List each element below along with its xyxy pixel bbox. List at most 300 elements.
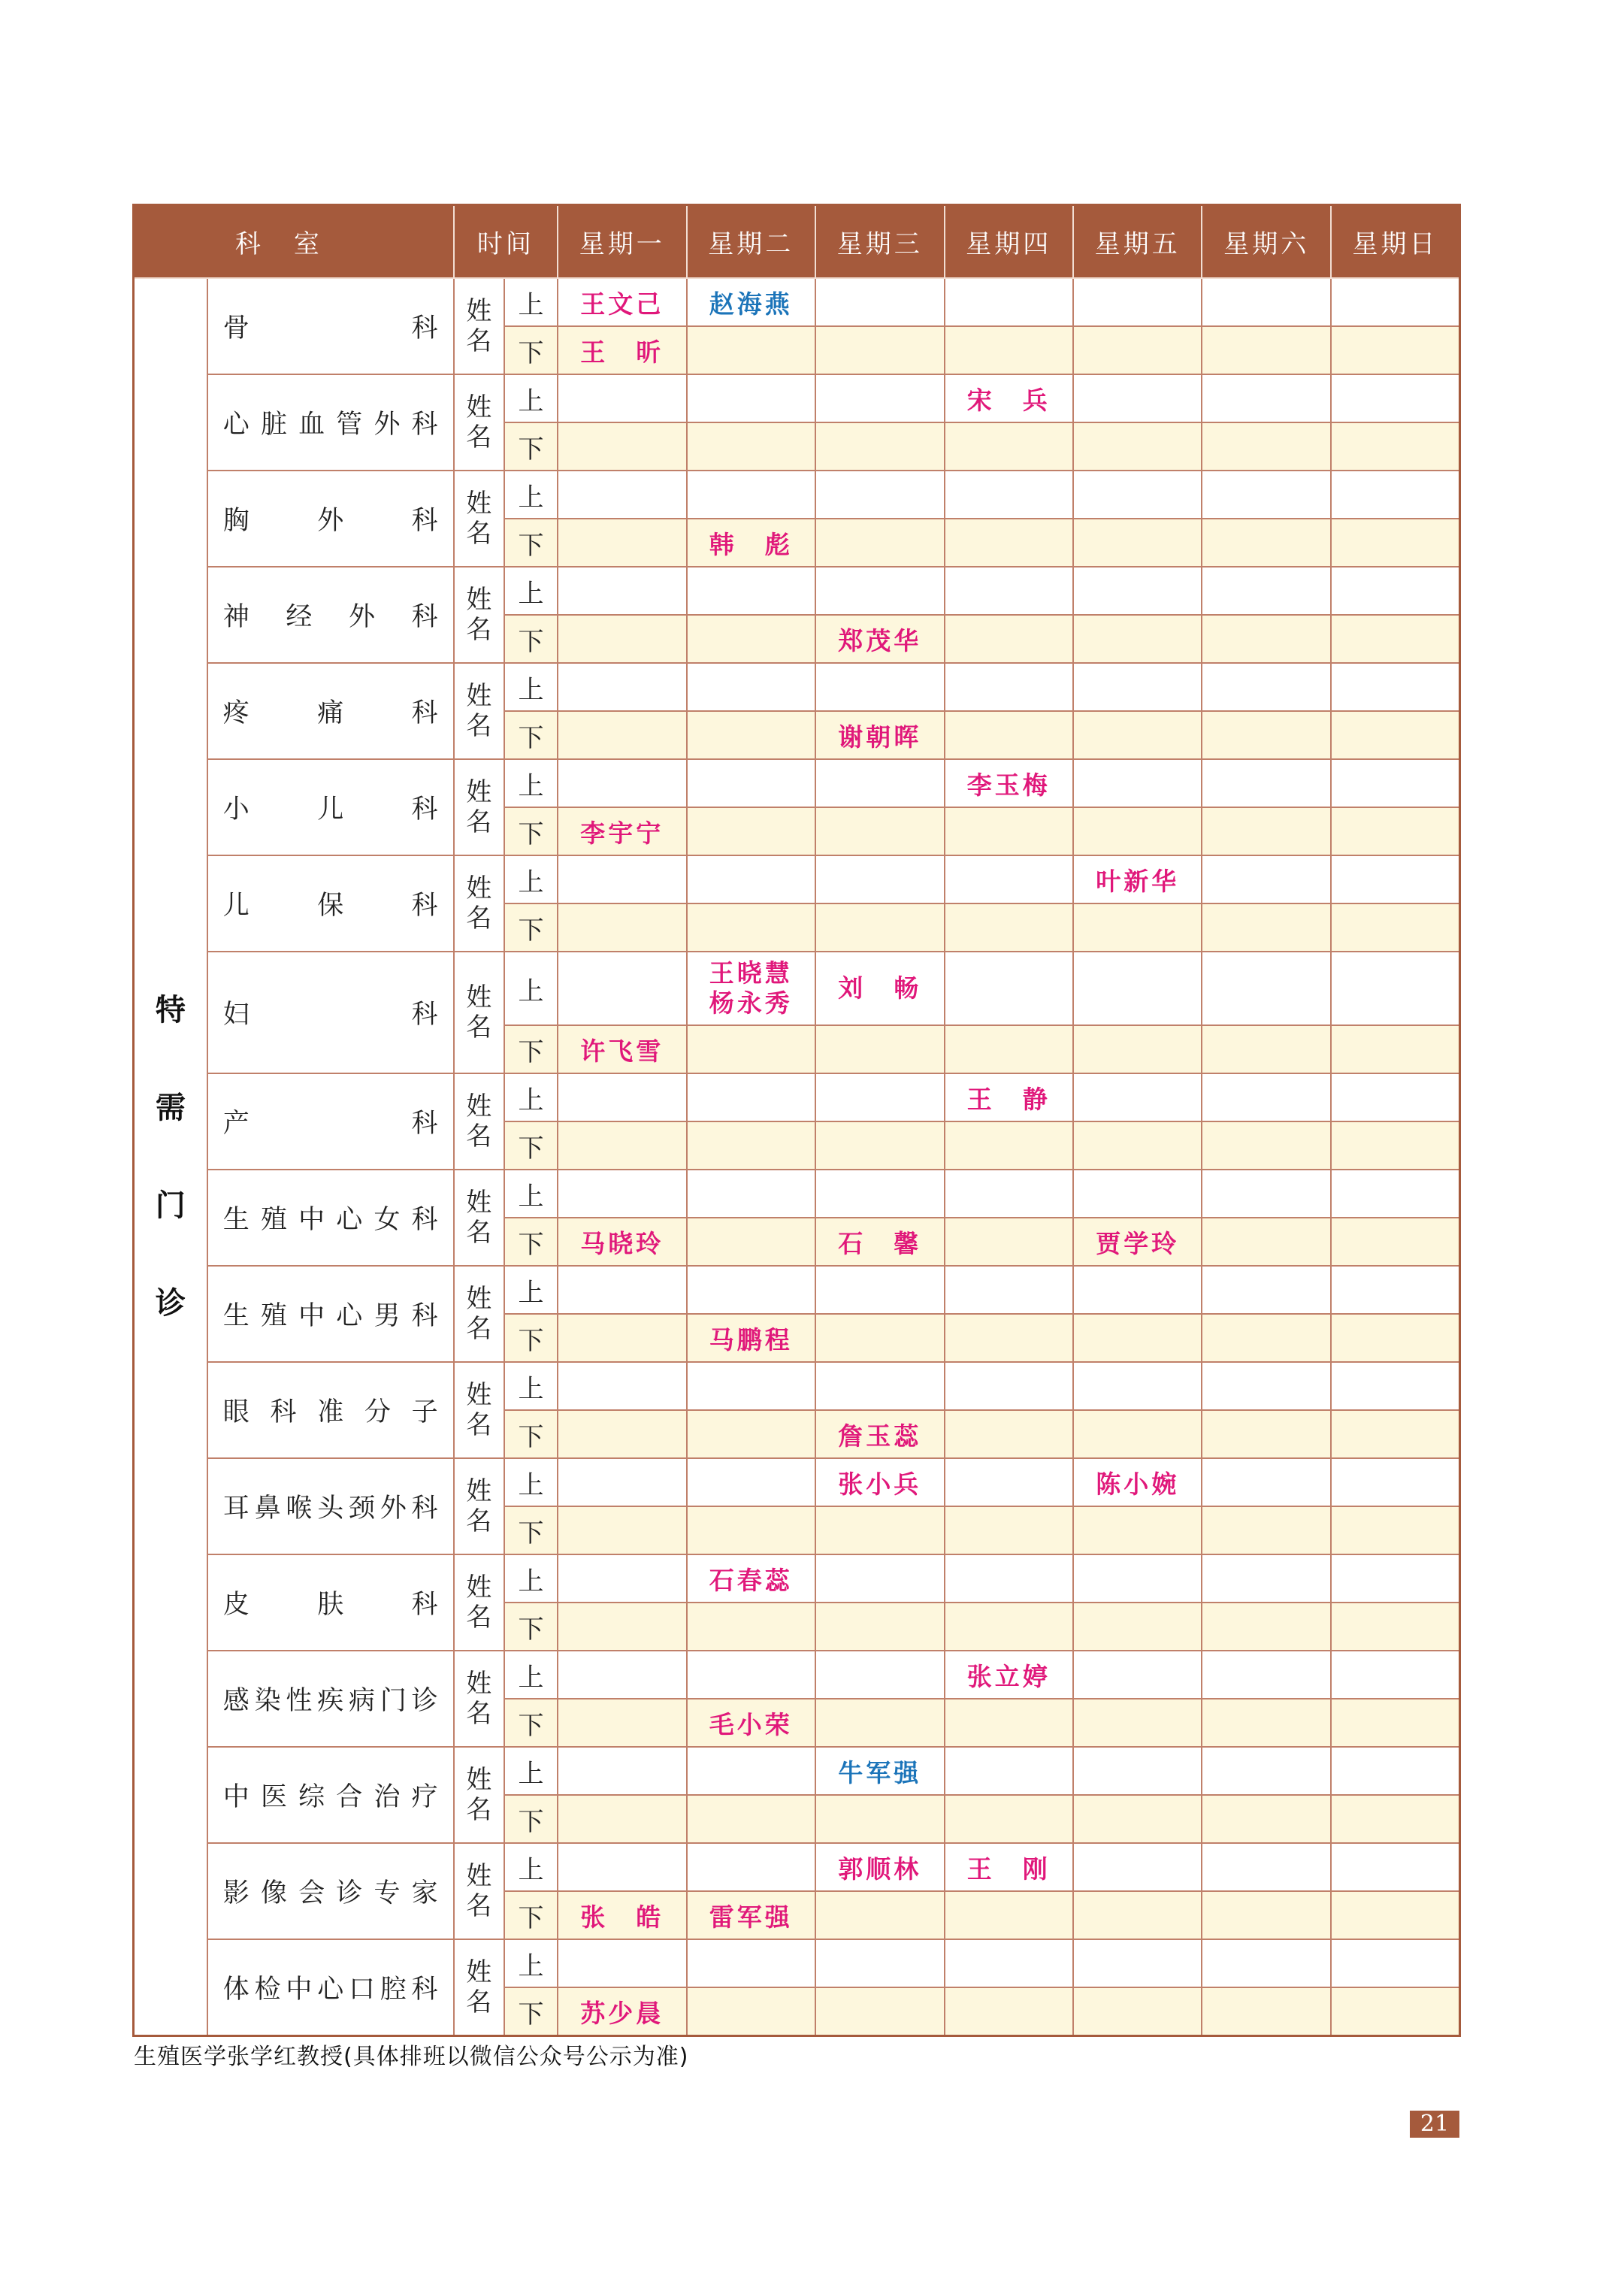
schedule-cell [815, 1170, 944, 1218]
table-row [134, 567, 1460, 615]
schedule-cell [815, 422, 944, 471]
schedule-cell [815, 1603, 944, 1651]
pm-label: 下 [504, 519, 558, 567]
schedule-cell [687, 855, 815, 903]
schedule-cell [1331, 1362, 1460, 1410]
schedule-cell [1331, 1218, 1460, 1266]
name-label: 姓 名 [454, 1266, 504, 1362]
schedule-cell [1202, 1362, 1330, 1410]
schedule-cell [558, 519, 686, 567]
schedule-cell [1202, 1073, 1330, 1121]
schedule-cell [1331, 1458, 1460, 1506]
schedule-cell [558, 1121, 686, 1170]
schedule-cell [687, 471, 815, 519]
schedule-cell [1073, 567, 1202, 615]
header-day: 星期五 [1073, 205, 1202, 279]
am-label: 上 [504, 855, 558, 903]
schedule-cell [1202, 615, 1330, 663]
header-day: 星期四 [945, 205, 1073, 279]
schedule-cell [1202, 663, 1330, 711]
am-label: 上 [504, 374, 558, 422]
schedule-cell [815, 1891, 944, 1939]
schedule-cell [1073, 1121, 1202, 1170]
schedule-cell [1202, 1891, 1330, 1939]
schedule-cell [1331, 422, 1460, 471]
schedule-cell: 王文己 [558, 278, 686, 326]
schedule-cell [1202, 1458, 1330, 1506]
am-label: 上 [504, 1554, 558, 1603]
schedule-cell [687, 422, 815, 471]
schedule-cell [558, 1699, 686, 1747]
header-day: 星期日 [1331, 205, 1460, 279]
schedule-cell [687, 1218, 815, 1266]
schedule-cell [815, 1651, 944, 1699]
schedule-cell [1202, 1554, 1330, 1603]
schedule-cell [1073, 759, 1202, 807]
schedule-cell [1331, 1314, 1460, 1362]
schedule-cell [945, 807, 1073, 855]
schedule-table [132, 204, 1461, 2037]
table-row [134, 278, 1460, 326]
am-label: 上 [504, 567, 558, 615]
table-row [134, 1939, 1460, 1987]
schedule-cell [1073, 374, 1202, 422]
schedule-cell [815, 903, 944, 952]
name-label: 姓 名 [454, 1458, 504, 1554]
schedule-cell [815, 759, 944, 807]
schedule-cell [1331, 374, 1460, 422]
schedule-cell [815, 1362, 944, 1410]
schedule-cell [945, 1891, 1073, 1939]
table-row [134, 952, 1460, 1025]
schedule-cell [558, 567, 686, 615]
schedule-cell [687, 567, 815, 615]
schedule-cell [558, 1939, 686, 1987]
department-name: 产科 [207, 1073, 454, 1170]
schedule-cell [687, 1795, 815, 1843]
schedule-cell [1202, 374, 1330, 422]
schedule-cell [815, 855, 944, 903]
schedule-cell [687, 1939, 815, 1987]
schedule-cell [815, 807, 944, 855]
schedule-cell [945, 1218, 1073, 1266]
schedule-cell [1073, 1939, 1202, 1987]
header-day: 星期三 [815, 205, 944, 279]
schedule-cell [687, 1362, 815, 1410]
am-label: 上 [504, 1843, 558, 1891]
department-name: 影像会诊专家 [207, 1843, 454, 1939]
schedule-cell [815, 1121, 944, 1170]
schedule-cell [1073, 1843, 1202, 1891]
schedule-cell: 贾学玲 [1073, 1218, 1202, 1266]
table-row [134, 759, 1460, 807]
schedule-cell [1331, 1121, 1460, 1170]
am-label: 上 [504, 471, 558, 519]
schedule-cell [1073, 278, 1202, 326]
pm-label: 下 [504, 1025, 558, 1073]
schedule-cell: 张立婷 [945, 1651, 1073, 1699]
department-name: 生殖中心女科 [207, 1170, 454, 1266]
schedule-cell [945, 1939, 1073, 1987]
schedule-cell [815, 663, 944, 711]
schedule-cell [815, 1025, 944, 1073]
department-name: 眼科准分子 [207, 1362, 454, 1458]
schedule-cell [1202, 1506, 1330, 1554]
schedule-cell [1331, 1266, 1460, 1314]
schedule-cell [1073, 1025, 1202, 1073]
schedule-cell [1202, 422, 1330, 471]
schedule-cell [1331, 567, 1460, 615]
schedule-cell [1073, 1554, 1202, 1603]
schedule-cell: 许飞雪 [558, 1025, 686, 1073]
schedule-cell [1202, 807, 1330, 855]
schedule-cell [815, 1554, 944, 1603]
schedule-cell: 毛小荣 [687, 1699, 815, 1747]
schedule-cell [1331, 278, 1460, 326]
schedule-cell [558, 615, 686, 663]
schedule-cell [1331, 711, 1460, 759]
schedule-cell [558, 663, 686, 711]
pm-label: 下 [504, 711, 558, 759]
department-name: 生殖中心男科 [207, 1266, 454, 1362]
schedule-cell [1331, 326, 1460, 374]
schedule-cell [558, 1843, 686, 1891]
schedule-cell [1331, 855, 1460, 903]
pm-label: 下 [504, 326, 558, 374]
schedule-cell [1331, 471, 1460, 519]
schedule-cell [687, 1651, 815, 1699]
table-row [134, 1170, 1460, 1218]
am-label: 上 [504, 1747, 558, 1795]
schedule-cell [945, 1314, 1073, 1362]
schedule-cell [1073, 1170, 1202, 1218]
schedule-cell [687, 326, 815, 374]
schedule-cell [815, 1699, 944, 1747]
schedule-cell [1331, 1747, 1460, 1795]
schedule-cell: 郭顺林 [815, 1843, 944, 1891]
schedule-cell [945, 1554, 1073, 1603]
pm-label: 下 [504, 903, 558, 952]
table-row [134, 1843, 1460, 1891]
table-row [134, 1266, 1460, 1314]
schedule-cell [815, 567, 944, 615]
schedule-cell: 詹玉蕊 [815, 1410, 944, 1458]
schedule-cell [1331, 1795, 1460, 1843]
schedule-cell [1331, 1410, 1460, 1458]
schedule-cell [1331, 1939, 1460, 1987]
schedule-cell: 张 皓 [558, 1891, 686, 1939]
schedule-cell [815, 1987, 944, 2036]
schedule-cell [1331, 1699, 1460, 1747]
schedule-cell [1073, 1747, 1202, 1795]
schedule-cell [1073, 1795, 1202, 1843]
department-name: 小儿科 [207, 759, 454, 855]
schedule-cell [1073, 471, 1202, 519]
schedule-cell [1331, 759, 1460, 807]
schedule-cell: 谢朝晖 [815, 711, 944, 759]
pm-label: 下 [504, 1506, 558, 1554]
schedule-cell [558, 759, 686, 807]
schedule-cell [558, 1603, 686, 1651]
name-label: 姓 名 [454, 759, 504, 855]
schedule-cell: 石 馨 [815, 1218, 944, 1266]
schedule-cell [1073, 663, 1202, 711]
department-name: 耳鼻喉头颈外科 [207, 1458, 454, 1554]
schedule-cell [1073, 1603, 1202, 1651]
schedule-cell [687, 1506, 815, 1554]
page-number: 21 [1410, 2111, 1459, 2138]
schedule-cell [1202, 1266, 1330, 1314]
department-name: 皮肤科 [207, 1554, 454, 1651]
schedule-cell [945, 663, 1073, 711]
schedule-cell [1073, 711, 1202, 759]
schedule-cell [1202, 1170, 1330, 1218]
schedule-cell [1331, 1891, 1460, 1939]
am-label: 上 [504, 278, 558, 326]
schedule-cell [687, 1843, 815, 1891]
schedule-cell [1202, 278, 1330, 326]
schedule-cell [945, 1747, 1073, 1795]
schedule-cell [815, 374, 944, 422]
schedule-cell [1202, 1939, 1330, 1987]
schedule-cell [1202, 1651, 1330, 1699]
name-label: 姓 名 [454, 952, 504, 1073]
table-row [134, 855, 1460, 903]
schedule-cell [1331, 1843, 1460, 1891]
department-name: 儿保科 [207, 855, 454, 952]
header-department: 科室 [134, 205, 454, 279]
schedule-cell [1331, 807, 1460, 855]
schedule-cell [1202, 1410, 1330, 1458]
pm-label: 下 [504, 1121, 558, 1170]
schedule-cell [1202, 1987, 1330, 2036]
schedule-cell [945, 903, 1073, 952]
schedule-cell [1202, 1025, 1330, 1073]
table-row [134, 1073, 1460, 1121]
schedule-cell [1202, 1795, 1330, 1843]
schedule-cell: 赵海燕 [687, 278, 815, 326]
category-char: 门 [155, 1188, 186, 1223]
header-day: 星期六 [1202, 205, 1330, 279]
schedule-cell: 李宇宁 [558, 807, 686, 855]
schedule-cell: 苏少晨 [558, 1987, 686, 2036]
schedule-cell [687, 374, 815, 422]
schedule-cell [1073, 1314, 1202, 1362]
schedule-cell: 王晓慧 杨永秀 [687, 952, 815, 1025]
schedule-cell [815, 1266, 944, 1314]
category-char: 诊 [155, 1286, 186, 1321]
schedule-cell [1331, 1073, 1460, 1121]
schedule-cell [687, 1266, 815, 1314]
schedule-cell [1331, 615, 1460, 663]
schedule-cell [687, 1073, 815, 1121]
pm-label: 下 [504, 1314, 558, 1362]
schedule-cell [558, 1410, 686, 1458]
schedule-cell [815, 471, 944, 519]
schedule-cell [945, 1362, 1073, 1410]
schedule-cell [687, 1747, 815, 1795]
schedule-cell [1073, 326, 1202, 374]
table-row [134, 374, 1460, 422]
name-label: 姓 名 [454, 471, 504, 567]
schedule-cell [1073, 1073, 1202, 1121]
department-name: 胸外科 [207, 471, 454, 567]
schedule-cell [1331, 1506, 1460, 1554]
schedule-cell [558, 1362, 686, 1410]
department-name: 疼痛科 [207, 663, 454, 759]
schedule-cell [945, 1410, 1073, 1458]
schedule-cell [815, 519, 944, 567]
schedule-cell [1073, 903, 1202, 952]
schedule-cell: 张小兵 [815, 1458, 944, 1506]
schedule-cell [558, 1554, 686, 1603]
pm-label: 下 [504, 1987, 558, 2036]
schedule-cell: 石春蕊 [687, 1554, 815, 1603]
schedule-cell [558, 1170, 686, 1218]
schedule-cell [1073, 1651, 1202, 1699]
am-label: 上 [504, 663, 558, 711]
schedule-cell [1202, 1314, 1330, 1362]
schedule-cell [687, 1170, 815, 1218]
header-row [134, 205, 1460, 279]
table-row [134, 663, 1460, 711]
schedule-cell [558, 1651, 686, 1699]
schedule-cell: 陈小婉 [1073, 1458, 1202, 1506]
department-name: 感染性疾病门诊 [207, 1651, 454, 1747]
schedule-cell [945, 567, 1073, 615]
schedule-cell [1202, 1603, 1330, 1651]
schedule-cell [1202, 711, 1330, 759]
table-row [134, 1651, 1460, 1699]
schedule-cell [687, 807, 815, 855]
schedule-cell [1073, 1891, 1202, 1939]
schedule-cell [1202, 1747, 1330, 1795]
pm-label: 下 [504, 1795, 558, 1843]
schedule-cell: 王 昕 [558, 326, 686, 374]
schedule-cell [558, 1747, 686, 1795]
schedule-cell [1073, 1699, 1202, 1747]
name-label: 姓 名 [454, 278, 504, 374]
department-name: 骨科 [207, 278, 454, 374]
schedule-cell [1073, 952, 1202, 1025]
schedule-cell [815, 1795, 944, 1843]
schedule-cell [945, 1266, 1073, 1314]
name-label: 姓 名 [454, 1362, 504, 1458]
schedule-cell [815, 326, 944, 374]
pm-label: 下 [504, 1699, 558, 1747]
schedule-cell [558, 471, 686, 519]
schedule-cell [815, 1939, 944, 1987]
schedule-cell [1331, 519, 1460, 567]
table-row [134, 1362, 1460, 1410]
department-name: 体检中心口腔科 [207, 1939, 454, 2036]
category-char: 需 [155, 1091, 186, 1125]
schedule-cell: 刘 畅 [815, 952, 944, 1025]
schedule-cell [1331, 952, 1460, 1025]
schedule-cell [558, 374, 686, 422]
schedule-cell [558, 855, 686, 903]
schedule-cell [815, 1506, 944, 1554]
schedule-cell [558, 1795, 686, 1843]
department-name: 妇科 [207, 952, 454, 1073]
schedule-cell [945, 278, 1073, 326]
schedule-cell [1202, 1121, 1330, 1170]
schedule-cell [1073, 1266, 1202, 1314]
schedule-cell: 马晓玲 [558, 1218, 686, 1266]
name-label: 姓 名 [454, 1554, 504, 1651]
schedule-cell [687, 1025, 815, 1073]
schedule-cell [945, 1506, 1073, 1554]
schedule-cell [558, 952, 686, 1025]
pm-label: 下 [504, 615, 558, 663]
schedule-cell [1073, 1987, 1202, 2036]
schedule-cell [687, 1121, 815, 1170]
schedule-cell [945, 422, 1073, 471]
schedule-cell [1331, 1603, 1460, 1651]
schedule-cell: 宋 兵 [945, 374, 1073, 422]
schedule-cell [558, 1266, 686, 1314]
schedule-cell: 李玉梅 [945, 759, 1073, 807]
schedule-cell [945, 471, 1073, 519]
schedule-cell [1331, 1651, 1460, 1699]
am-label: 上 [504, 1170, 558, 1218]
schedule-cell [687, 903, 815, 952]
schedule-cell [1073, 615, 1202, 663]
schedule-cell [558, 1506, 686, 1554]
am-label: 上 [504, 1362, 558, 1410]
schedule-cell [945, 1170, 1073, 1218]
schedule-cell [1202, 519, 1330, 567]
schedule-cell: 雷军强 [687, 1891, 815, 1939]
am-label: 上 [504, 1458, 558, 1506]
pm-label: 下 [504, 1603, 558, 1651]
am-label: 上 [504, 1939, 558, 1987]
schedule-cell [1073, 1506, 1202, 1554]
schedule-cell [687, 1458, 815, 1506]
schedule-cell [1202, 759, 1330, 807]
name-label: 姓 名 [454, 1073, 504, 1170]
schedule-cell: 郑茂华 [815, 615, 944, 663]
schedule-cell [687, 663, 815, 711]
schedule-cell [945, 326, 1073, 374]
department-name: 中医综合治疗 [207, 1747, 454, 1843]
schedule-cell [815, 1314, 944, 1362]
schedule-cell [1331, 903, 1460, 952]
schedule-cell [687, 1603, 815, 1651]
schedule-cell [945, 1699, 1073, 1747]
schedule-cell: 马鹏程 [687, 1314, 815, 1362]
schedule-cell: 王 刚 [945, 1843, 1073, 1891]
schedule-cell [1073, 1362, 1202, 1410]
schedule-cell: 叶新华 [1073, 855, 1202, 903]
schedule-cell [687, 1987, 815, 2036]
name-label: 姓 名 [454, 1843, 504, 1939]
schedule-cell [1202, 1218, 1330, 1266]
schedule-cell [1331, 1025, 1460, 1073]
am-label: 上 [504, 1651, 558, 1699]
schedule-cell [1202, 326, 1330, 374]
table-row [134, 471, 1460, 519]
schedule-cell: 牛军强 [815, 1747, 944, 1795]
schedule-cell [687, 615, 815, 663]
name-label: 姓 名 [454, 1651, 504, 1747]
schedule-cell [815, 278, 944, 326]
am-label: 上 [504, 759, 558, 807]
schedule-cell [945, 1121, 1073, 1170]
name-label: 姓 名 [454, 567, 504, 663]
table-row [134, 1554, 1460, 1603]
schedule-cell: 王 静 [945, 1073, 1073, 1121]
